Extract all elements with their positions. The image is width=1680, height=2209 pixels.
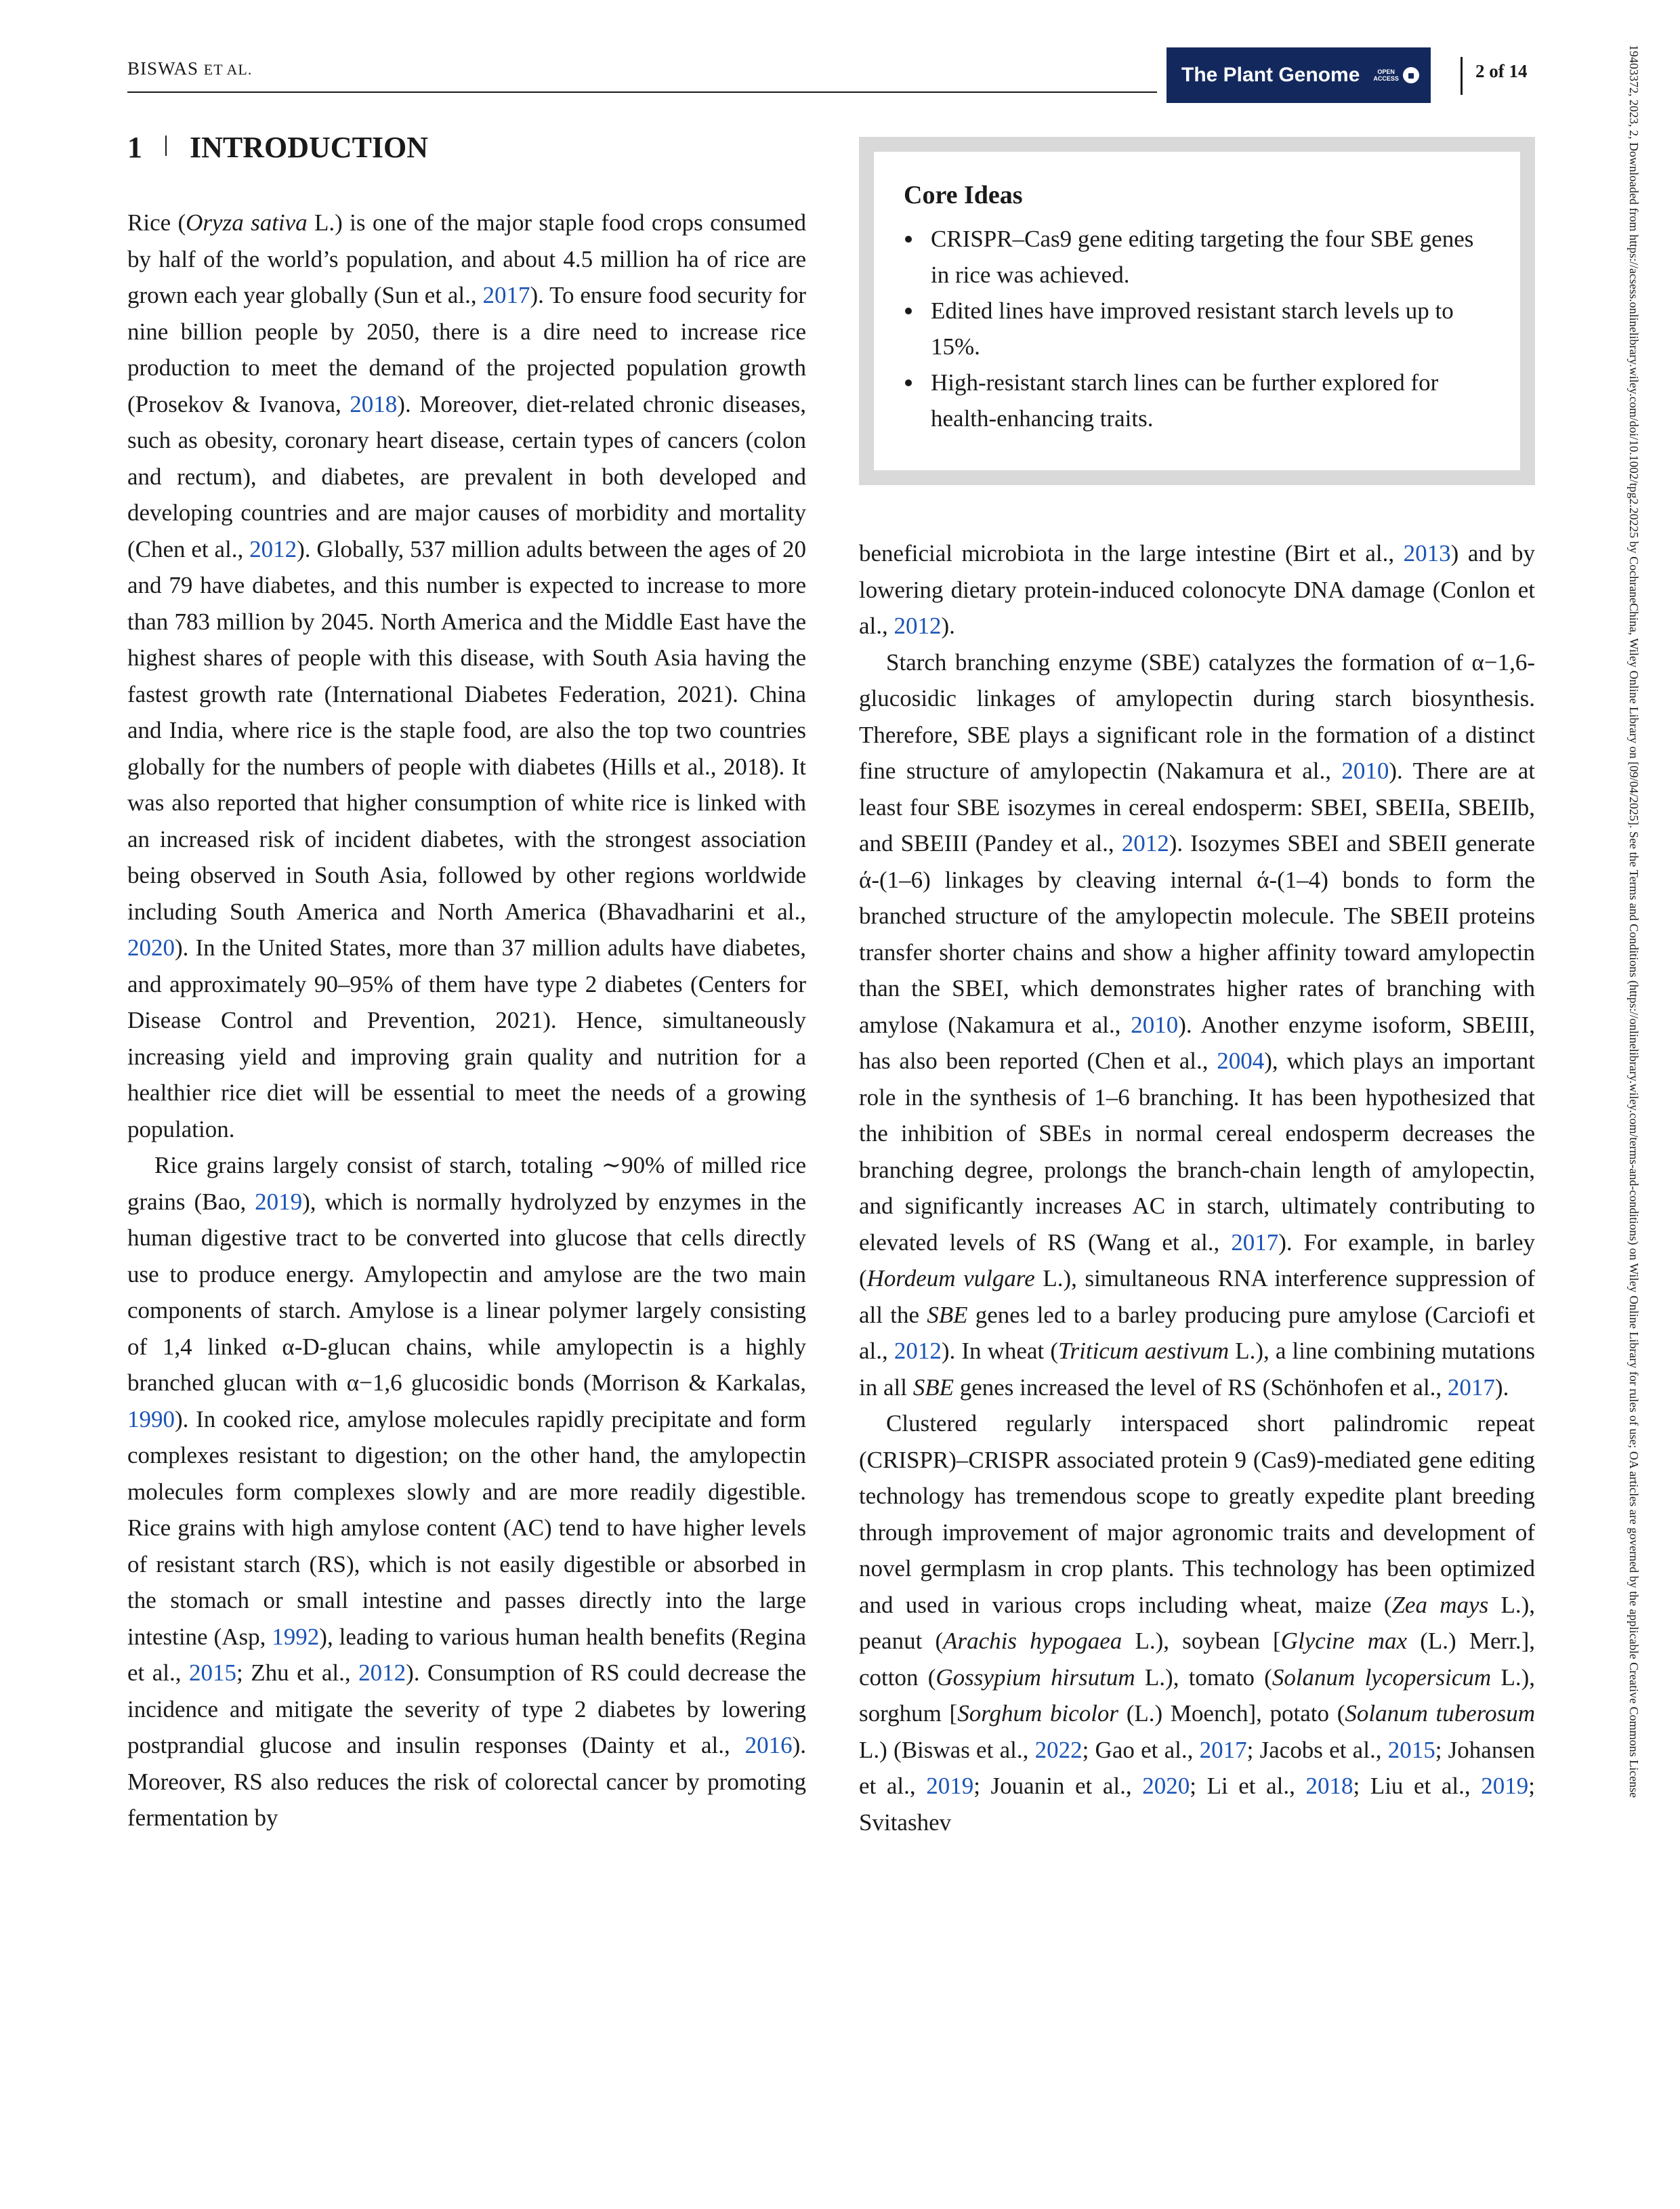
open-access-lock-icon <box>1403 67 1419 83</box>
citation-link[interactable]: 2020 <box>1142 1773 1190 1799</box>
citation-link[interactable]: 1990 <box>127 1405 175 1432</box>
page-number: 2 of 14 <box>1475 61 1528 81</box>
citation-link[interactable]: 2022 <box>1034 1736 1083 1763</box>
page-number-separator <box>1461 57 1463 95</box>
citation-link[interactable]: 2010 <box>1131 1011 1179 1038</box>
citation-link[interactable]: 2017 <box>1231 1229 1279 1256</box>
core-idea-item: High-resistant starch lines can be further explored for health-enhancing traits. <box>904 365 1488 436</box>
citation-link[interactable]: 2019 <box>926 1773 974 1799</box>
citation-link[interactable]: 2012 <box>249 535 297 562</box>
core-ideas-title: Core Ideas <box>904 181 1023 209</box>
citation-link[interactable]: 2017 <box>1199 1736 1247 1763</box>
running-head-author: BISWAS ET AL. <box>127 58 253 79</box>
paragraph: beneficial microbiota in the large intestine (Birt et al., 2013) and by lowering dietary protein-induced colonocyte DNA damage (Conlon et al., 2012). <box>859 540 1535 639</box>
right-column <box>859 535 1535 1840</box>
header-rule <box>127 91 1157 93</box>
citation-link[interactable]: 2012 <box>358 1659 406 1686</box>
journal-title: The Plant Genome <box>1181 64 1360 86</box>
citation-link[interactable]: 2018 <box>350 390 398 417</box>
citation-link[interactable]: 2020 <box>127 934 175 961</box>
paragraph: Starch branching enzyme (SBE) catalyzes the formation of α−1,6-glucosidic linkages of amylopectin during starch biosynthesis. Therefore, SBE plays a significant role in the formation of a distinct fine structure of amylopectin (Nakamura et al., 2010). There are at least four SBE isozymes in cereal endosperm: SBEI, SBEIIa, SBEIIb, and SBEIII (Pandey et al., 2012). Isozymes SBEI and SBEII generate ά-(1–6) linkages by cleaving internal ά-(1–4) bonds to form the branched structure of the amylopectin molecule. The SBEII proteins transfer shorter chains and show a higher affinity toward amylopectin than the SBEI, which demonstrates higher rates of branching with amylose (Nakamura et al., 2010). Another enzyme isoform, SBEIII, has also been reported (Chen et al., 2004), which plays an important role in the synthesis of 1–6 branching. It has been hypothesized that the inhibition of SBEs in normal cereal endosperm decreases the branching degree, prolongs the branch-chain length of amylopectin, and significantly increases AC in starch, ultimately contributing to elevated levels of RS (Wang et al., 2017). For example, in barley (Hordeum vulgare L.), simultaneous RNA interference suppression of all the SBE genes led to a barley producing pure amylose (Carciofi et al., 2012). In wheat (Triticum aestivum L.), a line combining mutations in all SBE genes increased the level of RS (Schönhofen et al., 2017). <box>859 648 1535 1401</box>
citation-link[interactable]: 2015 <box>1387 1736 1435 1763</box>
left-column <box>127 205 806 1836</box>
citation-link[interactable]: 2018 <box>1305 1773 1353 1799</box>
journal-badge[interactable] <box>1167 47 1431 103</box>
citation-link[interactable]: 2012 <box>1121 830 1169 856</box>
core-idea-item: CRISPR–Cas9 gene editing targeting the four SBE genes in rice was achieved. <box>904 221 1488 293</box>
core-idea-item: Edited lines have improved resistant starch levels up to 15%. <box>904 293 1488 365</box>
core-ideas-list <box>904 221 1488 436</box>
citation-link[interactable]: 2016 <box>744 1732 793 1758</box>
paragraph: Rice grains largely consist of starch, totaling ∼90% of milled rice grains (Bao, 2019), which is normally hydrolyzed by enzymes in the human digestive tract to be converted into glucose that cells directly use to produce energy. Amylopectin and amylose are the two main components of starch. Amylose is a linear polymer largely consisting of 1,4 linked α-D-glucan chains, while amylopectin is a highly branched glucan with α−1,6 glucosidic bonds (Morrison & Karkalas, 1990). In cooked rice, amylose molecules rapidly precipitate and form complexes resistant to digestion; on the other hand, the amylopectin molecules form complexes slowly and are more readily digestible. Rice grains with high amylose content (AC) tend to have higher levels of resistant starch (RS), which is not easily digestible or absorbed in the stomach or small intestine and passes directly into the large intestine (Asp, 1992), leading to various human health benefits (Regina et al., 2015; Zhu et al., 2012). Consumption of RS could decrease the incidence and mitigate the severity of type 2 diabetes by lowering postprandial glucose and insulin responses (Dainty et al., 2016). Moreover, RS also reduces the risk of colorectal cancer by promoting fermentation by <box>127 1152 807 1831</box>
citation-link[interactable]: 2013 <box>1403 540 1451 566</box>
citation-link[interactable]: 2019 <box>1481 1773 1529 1799</box>
download-notice: 19403372, 2023, 2, Downloaded from https://acsess.onlinelibrary.wiley.com/doi/10.1002/tpg2.20225 by CochraneChina, Wiley Online Library on [09/04/2025]. See the Terms and Conditions (https://onlinelibrary.wiley.com/terms-and-conditions) on Wiley Online Library for rules of use; OA articles are governed by the applicable Creative Commons License <box>1627 45 1641 1798</box>
citation-link[interactable]: 2010 <box>1341 758 1389 784</box>
citation-link[interactable]: 2019 <box>255 1188 303 1215</box>
citation-link[interactable]: 1992 <box>272 1623 320 1650</box>
citation-link[interactable]: 2017 <box>482 282 530 308</box>
citation-link[interactable]: 2012 <box>894 613 942 639</box>
paragraph: Rice (Oryza sativa L.) is one of the major staple food crops consumed by half of the world’s population, and about 4.5 million ha of rice are grown each year globally (Sun et al., 2017). To ensure food security for nine billion people by 2050, there is a dire need to increase rice production to meet the demand of the projected population growth (Prosekov & Ivanova, 2018). Moreover, diet-related chronic diseases, such as obesity, coronary heart disease, certain types of cancers (colon and rectum), and diabetes, are prevalent in both developed and developing countries and are major causes of morbidity and mortality (Chen et al., 2012). Globally, 537 million adults between the ages of 20 and 79 have diabetes, and this number is expected to increase to more than 783 million by 2045. North America and the Middle East have the highest shares of people with this disease, with South Asia having the fastest growth rate (International Diabetes Federation, 2021). China and India, where rice is the staple food, are also the top two countries globally for the numbers of people with diabetes (Hills et al., 2018). It was also reported that higher consumption of white rice is linked with an increased risk of incident diabetes, with the strongest association being observed in South Asia, followed by other regions worldwide including South America and North America (Bhavadharini et al., 2020). In the United States, more than 37 million adults have diabetes, and approximately 90–95% of them have type 2 diabetes (Centers for Disease Control and Prevention, 2021). Hence, simultaneously increasing yield and improving grain quality and nutrition for a healthier rice diet will be essential to meet the needs of a growing population. <box>127 209 806 1142</box>
citation-link[interactable]: 2012 <box>894 1338 942 1364</box>
section-heading: 1 INTRODUCTION <box>127 131 429 164</box>
citation-link[interactable]: 2004 <box>1217 1048 1265 1074</box>
citation-link[interactable]: 2017 <box>1447 1374 1495 1401</box>
core-ideas-box <box>859 137 1535 485</box>
open-access-label: OPEN ACCESS <box>1373 68 1399 82</box>
citation-link[interactable]: 2015 <box>189 1659 236 1686</box>
paragraph: Clustered regularly interspaced short palindromic repeat (CRISPR)–CRISPR associated protein 9 (Cas9)-mediated gene editing technology has tremendous scope to greatly expedite plant breeding through improvement of major agronomic traits and development of novel germplasm in crop plants. This technology has been optimized and used in various crops including wheat, maize (Zea mays L.), peanut (Arachis hypogaea L.), soybean [Glycine max (L.) Merr.], cotton (Gossypium hirsutum L.), tomato (Solanum lycopersicum L.), sorghum [Sorghum bicolor (L.) Moench], potato (Solanum tuberosum L.) (Biswas et al., 2022; Gao et al., 2017; Jacobs et al., 2015; Johansen et al., 2019; Jouanin et al., 2020; Li et al., 2018; Liu et al., 2019; Svitashev <box>859 1410 1536 1836</box>
